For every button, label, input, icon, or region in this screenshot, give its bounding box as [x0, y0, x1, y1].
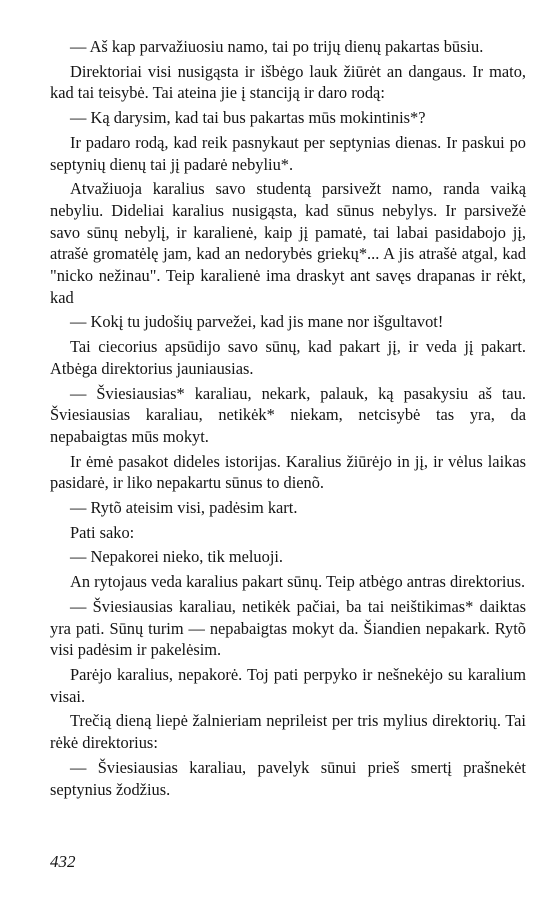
paragraph: Ir padaro rodą, kad reik pasnykaut per septynias dienas. Ir paskui po septynių dienų tai jį padarė nebyliu*.	[50, 132, 526, 174]
paragraph: — Aš kap parvažiuosiu namo, tai po trijų dienų pakartas būsiu.	[70, 37, 484, 56]
paragraph: Direktoriai visi nusigąsta ir išbėgo lauk žiūrėt an dangaus. Ir mato, kad tai teisybė. Tai ateina jie į stanciją ir daro rodą:	[50, 61, 526, 103]
paragraph: — Rytõ ateisim visi, padėsim kart.	[70, 498, 298, 518]
paragraph: Pati sako:	[70, 522, 135, 542]
page-number: 432	[50, 852, 76, 871]
paragraph: — Šviesiausias karaliau, netikėk pačiai, ba tai neištikimas* daiktas yra pati. Sūnų turim — nepabaigtas mokyt da. Šiandien nepakark. Rytõ visi padėsim ir pakelėsim.	[50, 596, 526, 660]
text-body	[50, 36, 526, 803]
paragraph: Trečią dieną liepė žalnieriam neprileist per tris mylius direktorių. Tai rėkė direktorius:	[50, 711, 526, 753]
paragraph: — Kokį tu judošių parvežei, kad jis mane nor išgultavot!	[70, 312, 444, 332]
paragraph: Tai ciecorius apsūdijo savo sūnų, kad pakart jį, ir veda jį pakart. Atbėga direktorius jauniausias.	[50, 337, 526, 378]
paragraph: Ir ėmė pasakot dideles istorijas. Karalius žiūrėjo in jį, ir vėlus laikas pasidarė, ir liko nepakartu sūnus to dienõ.	[50, 451, 526, 493]
paragraph: — Nepakorei nieko, tik meluoji.	[70, 547, 284, 567]
paragraph: Parėjo karalius, nepakorė. Toj pati perpyko ir nešnekėjo su karalium visai.	[50, 664, 526, 706]
paragraph: Atvažiuoja karalius savo studentą parsivežt namo, randa vaiką nebyliu. Dideliai karalius nusigąsta, kad sūnus nebylys. Ir parsivežė savo sūnų nebylį, ir karalienė, kaip jį pamatė, tai labai pasidabojo jį, atrašė gromatėlę jam, kad an nedorybės griekų*... A jis atrašė atgal, kad "nicko nežinau". Teip karalienė ima draskyt ant savęs drapanas ir rėkt, kad	[50, 179, 526, 307]
paragraph: — Ką darysim, kad tai bus pakartas mūs mokintinis*?	[70, 108, 426, 128]
paragraph: An rytojaus veda karalius pakart sūnų. Teip atbėgo antras direktorius.	[70, 572, 526, 592]
paragraph: — Šviesiausias* karaliau, nekark, palauk, ką pasakysiu aš tau. Šviesiausias karaliau, netikėk* niekam, netcisybė tas yra, da nepabaigtas mūs mokyt.	[50, 383, 526, 446]
paragraph: — Šviesiausias karaliau, pavelyk sūnui prieš smertį prašnekėt septynius žodžius.	[50, 757, 526, 799]
